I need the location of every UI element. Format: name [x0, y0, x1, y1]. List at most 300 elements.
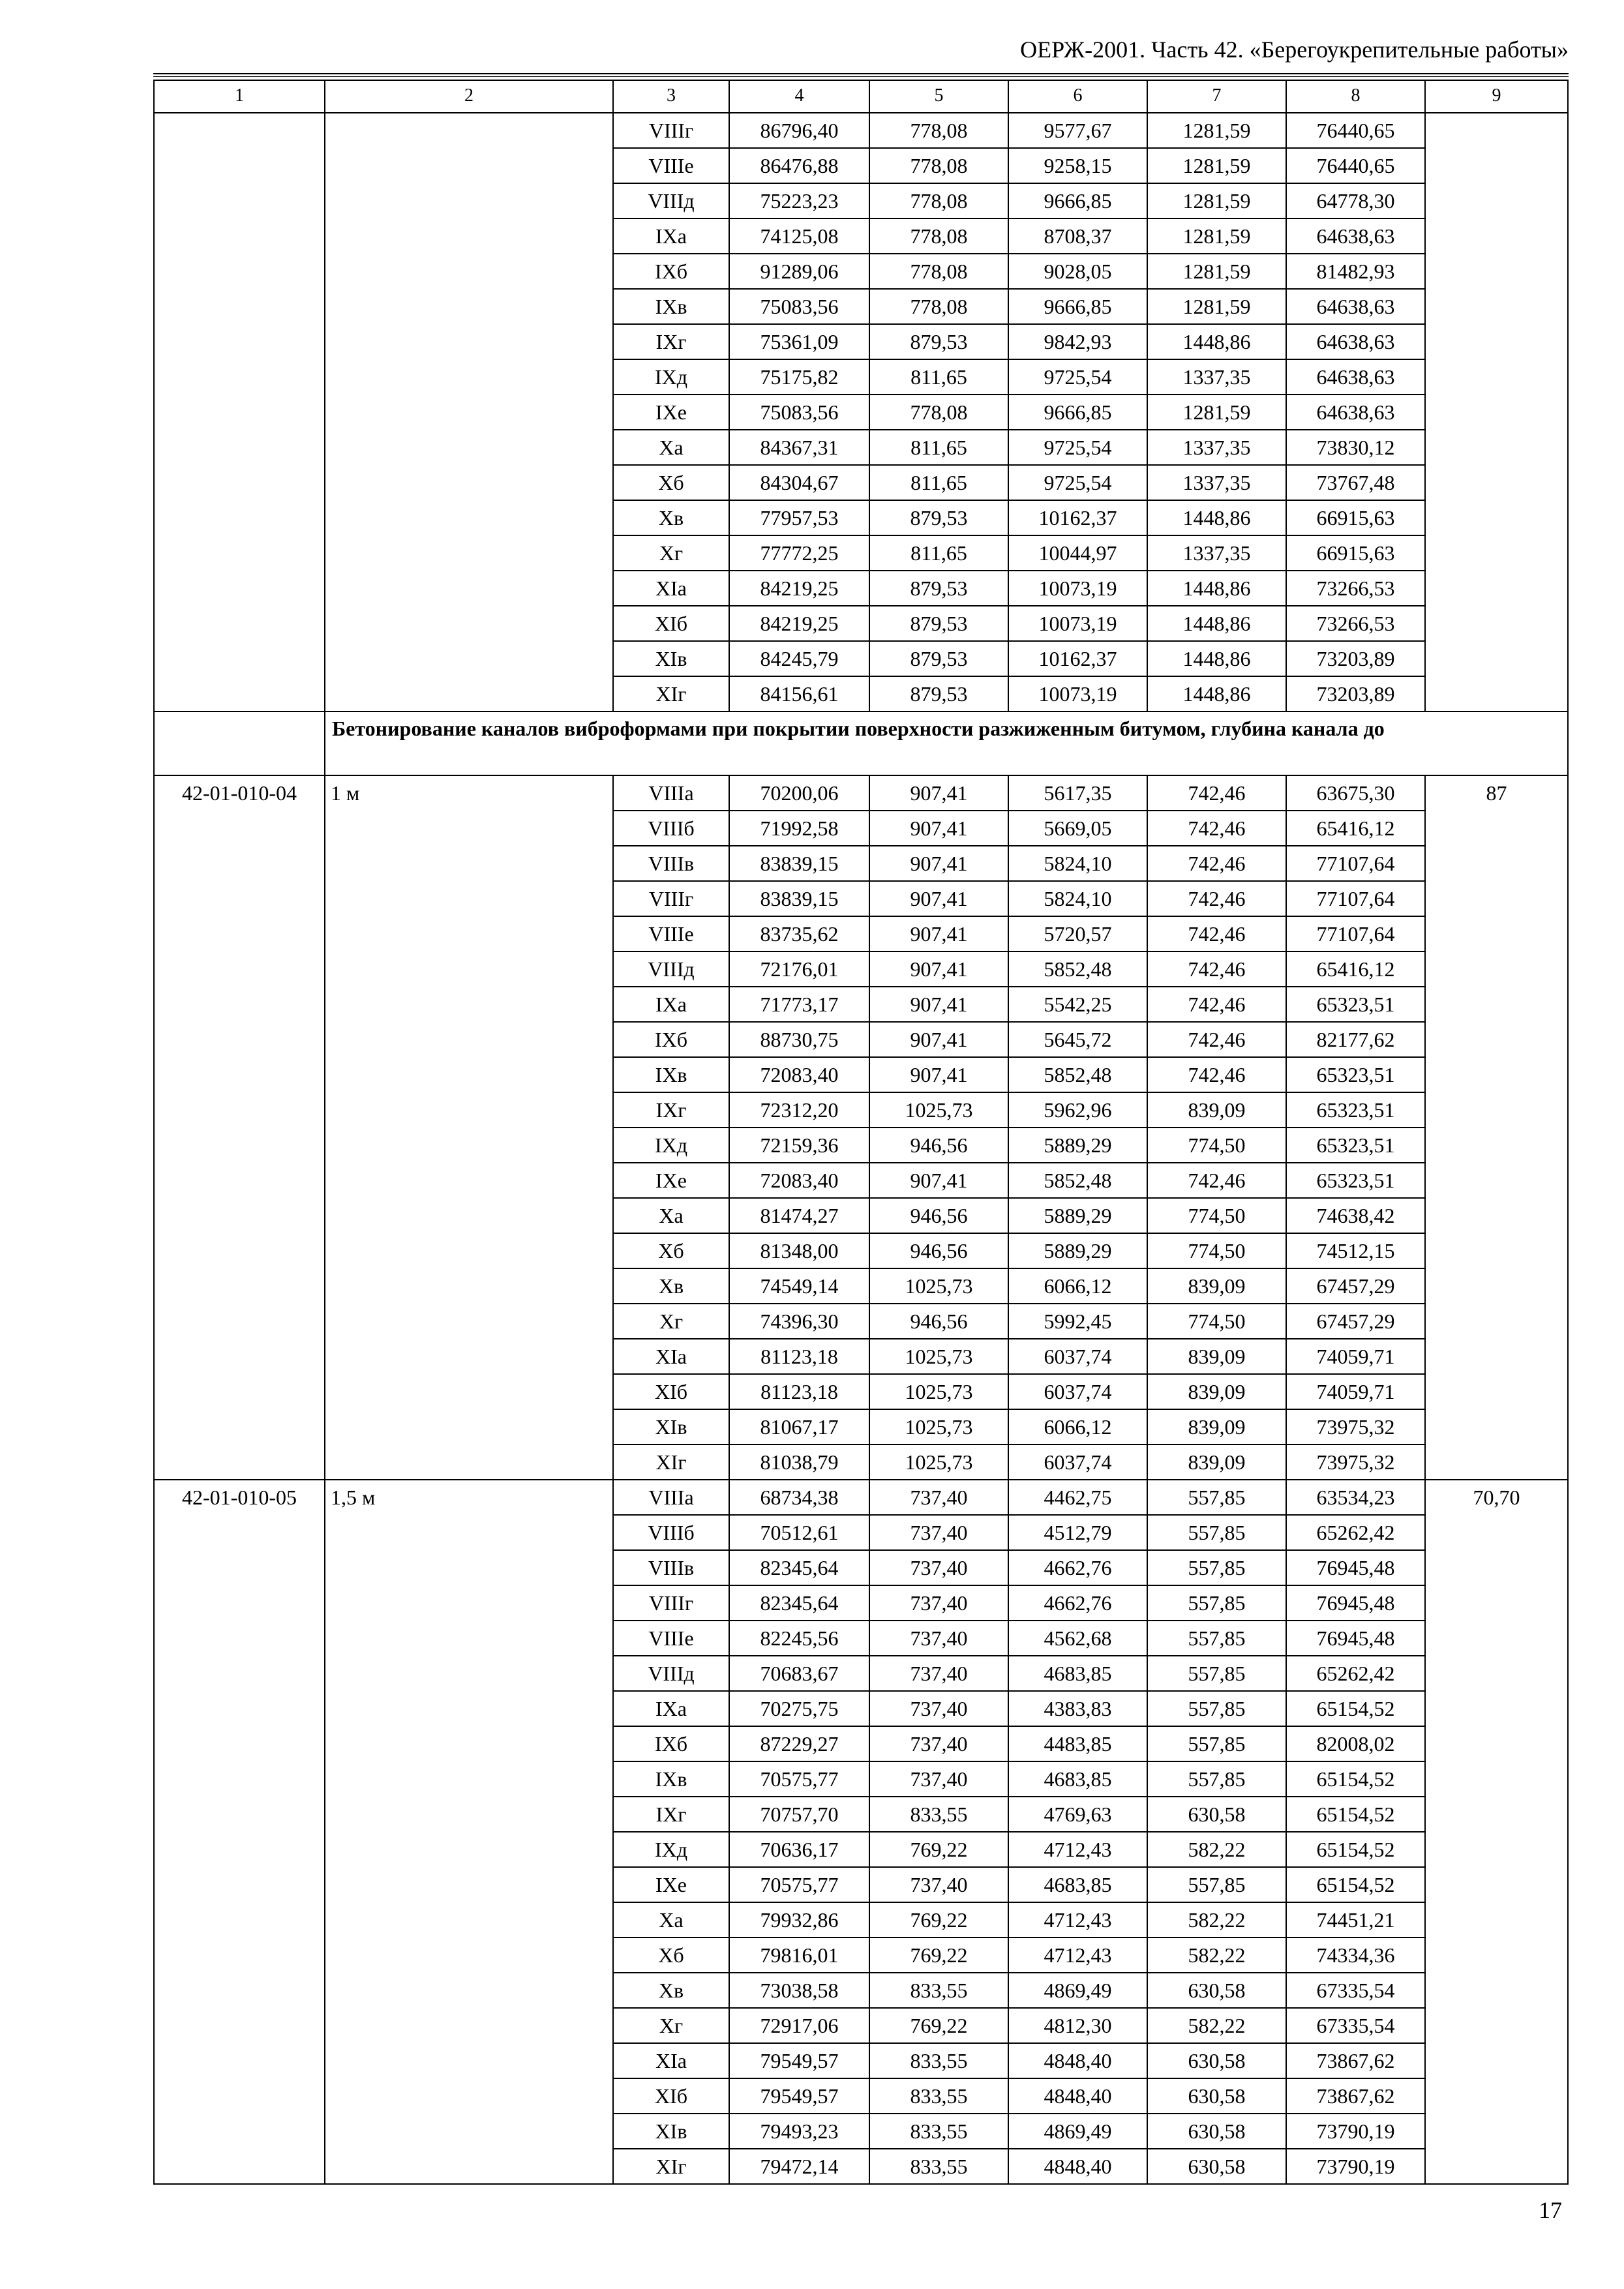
value-cell: 907,41	[869, 881, 1008, 916]
value-cell: 742,46	[1147, 1163, 1286, 1198]
column-number: 2	[325, 80, 613, 113]
value-cell: 5669,05	[1008, 811, 1147, 846]
value-cell: 75175,82	[729, 359, 869, 395]
value-cell: 74512,15	[1286, 1233, 1425, 1268]
value-cell: 79816,01	[729, 1937, 869, 1973]
value-cell: 72159,36	[729, 1128, 869, 1163]
zone-cell: XIа	[613, 2043, 729, 2078]
value-cell: 77107,64	[1286, 881, 1425, 916]
table-row	[154, 113, 1568, 148]
value-cell: 769,22	[869, 1937, 1008, 1973]
value-cell: 81474,27	[729, 1198, 869, 1233]
value-cell: 5824,10	[1008, 881, 1147, 916]
zone-cell: XIг	[613, 676, 729, 711]
value-cell: 73038,58	[729, 1973, 869, 2008]
value-cell: 9725,54	[1008, 430, 1147, 465]
value-cell: 737,40	[869, 1656, 1008, 1691]
value-cell: 742,46	[1147, 775, 1286, 811]
column-number: 1	[154, 80, 325, 113]
value-cell: 778,08	[869, 148, 1008, 183]
value-cell: 65416,12	[1286, 951, 1425, 987]
header-rule	[153, 73, 1569, 74]
value-cell: 65154,52	[1286, 1867, 1425, 1902]
value-cell: 65154,52	[1286, 1832, 1425, 1867]
zone-cell: VIIIа	[613, 1480, 729, 1515]
value-cell: 74638,42	[1286, 1198, 1425, 1233]
value-cell: 907,41	[869, 811, 1008, 846]
value-cell: 76945,48	[1286, 1585, 1425, 1621]
value-cell: 73867,62	[1286, 2043, 1425, 2078]
value-cell: 73790,19	[1286, 2149, 1425, 2184]
value-cell: 67457,29	[1286, 1268, 1425, 1304]
value-cell: 742,46	[1147, 987, 1286, 1022]
value-cell: 1337,35	[1147, 359, 1286, 395]
zone-cell: XIв	[613, 641, 729, 676]
value-cell: 10044,97	[1008, 535, 1147, 571]
zone-cell: XIа	[613, 1339, 729, 1374]
value-cell: 74125,08	[729, 218, 869, 254]
value-cell: 737,40	[869, 1621, 1008, 1656]
value-cell: 1025,73	[869, 1339, 1008, 1374]
value-cell: 742,46	[1147, 846, 1286, 881]
zone-cell: IXб	[613, 254, 729, 289]
value-cell: 811,65	[869, 465, 1008, 500]
value-cell: 1025,73	[869, 1268, 1008, 1304]
value-cell: 557,85	[1147, 1585, 1286, 1621]
value-cell: 9028,05	[1008, 254, 1147, 289]
value-cell: 65323,51	[1286, 1128, 1425, 1163]
value-cell: 5992,45	[1008, 1304, 1147, 1339]
rate-code: 42-01-010-04	[154, 775, 325, 1480]
value-cell: 1337,35	[1147, 430, 1286, 465]
value-cell: 70636,17	[729, 1832, 869, 1867]
value-cell: 10073,19	[1008, 676, 1147, 711]
value-cell: 557,85	[1147, 1656, 1286, 1691]
value-cell: 1281,59	[1147, 183, 1286, 218]
value-cell: 70683,67	[729, 1656, 869, 1691]
value-cell: 72176,01	[729, 951, 869, 987]
zone-cell: XIг	[613, 2149, 729, 2184]
value-cell: 82345,64	[729, 1550, 869, 1585]
value-cell: 77107,64	[1286, 846, 1425, 881]
value-cell: 65154,52	[1286, 1761, 1425, 1797]
table-row	[154, 1480, 1568, 1515]
value-cell: 6066,12	[1008, 1268, 1147, 1304]
column-number: 5	[869, 80, 1008, 113]
zone-cell: XIв	[613, 1409, 729, 1444]
value-cell: 9577,67	[1008, 113, 1147, 148]
zone-cell: VIIIг	[613, 113, 729, 148]
zone-cell: Xа	[613, 430, 729, 465]
value-cell: 839,09	[1147, 1374, 1286, 1409]
value-cell: 557,85	[1147, 1515, 1286, 1550]
value-cell: 5824,10	[1008, 846, 1147, 881]
value-cell: 4869,49	[1008, 2114, 1147, 2149]
value-cell: 84219,25	[729, 606, 869, 641]
zone-cell: Xг	[613, 1304, 729, 1339]
value-cell: 4683,85	[1008, 1656, 1147, 1691]
page-header: ОЕРЖ-2001. Часть 42. «Берегоукрепительные работы»	[1020, 37, 1569, 63]
value-cell: 81123,18	[729, 1339, 869, 1374]
value-cell: 1448,86	[1147, 500, 1286, 535]
zone-cell: IXд	[613, 1832, 729, 1867]
value-cell: 87229,27	[729, 1726, 869, 1761]
column-number: 7	[1147, 80, 1286, 113]
zone-cell: Xа	[613, 1902, 729, 1937]
value-cell: 778,08	[869, 218, 1008, 254]
value-cell: 83839,15	[729, 846, 869, 881]
value-cell: 64638,63	[1286, 324, 1425, 359]
canal-depth: 1,5 м	[325, 1480, 613, 2184]
value-cell: 742,46	[1147, 811, 1286, 846]
value-cell: 8708,37	[1008, 218, 1147, 254]
value-cell: 63534,23	[1286, 1480, 1425, 1515]
value-cell: 778,08	[869, 254, 1008, 289]
value-cell: 557,85	[1147, 1761, 1286, 1797]
zone-cell: VIIIб	[613, 1515, 729, 1550]
value-cell: 946,56	[869, 1233, 1008, 1268]
value-cell: 769,22	[869, 2008, 1008, 2043]
zone-cell: Xб	[613, 1937, 729, 1973]
value-cell: 81038,79	[729, 1444, 869, 1480]
value-cell: 6066,12	[1008, 1409, 1147, 1444]
value-cell: 769,22	[869, 1902, 1008, 1937]
value-cell: 64638,63	[1286, 218, 1425, 254]
value-cell: 4462,75	[1008, 1480, 1147, 1515]
value-cell: 811,65	[869, 359, 1008, 395]
canal-depth: 1 м	[325, 775, 613, 1480]
value-cell: 907,41	[869, 1057, 1008, 1092]
value-cell: 557,85	[1147, 1726, 1286, 1761]
zone-cell: VIIIд	[613, 1656, 729, 1691]
value-cell: 65323,51	[1286, 1163, 1425, 1198]
value-cell: 88730,75	[729, 1022, 869, 1057]
value-cell: 72083,40	[729, 1057, 869, 1092]
value-cell: 839,09	[1147, 1409, 1286, 1444]
value-cell: 742,46	[1147, 916, 1286, 951]
value-cell: 64638,63	[1286, 289, 1425, 324]
value-cell: 1281,59	[1147, 113, 1286, 148]
value-cell: 4662,76	[1008, 1550, 1147, 1585]
value-cell: 10073,19	[1008, 571, 1147, 606]
value-cell: 907,41	[869, 987, 1008, 1022]
value-cell: 84367,31	[729, 430, 869, 465]
zone-cell: VIIIе	[613, 916, 729, 951]
value-cell: 737,40	[869, 1726, 1008, 1761]
value-cell: 833,55	[869, 2043, 1008, 2078]
zone-cell: Xа	[613, 1198, 729, 1233]
zone-cell: IXв	[613, 1761, 729, 1797]
value-cell: 1281,59	[1147, 148, 1286, 183]
value-cell: 557,85	[1147, 1621, 1286, 1656]
value-cell: 71992,58	[729, 811, 869, 846]
value-cell: 74451,21	[1286, 1902, 1425, 1937]
value-cell: 778,08	[869, 289, 1008, 324]
value-cell: 65262,42	[1286, 1515, 1425, 1550]
value-cell: 65416,12	[1286, 811, 1425, 846]
value-cell: 742,46	[1147, 881, 1286, 916]
value-cell: 4712,43	[1008, 1902, 1147, 1937]
value-cell: 742,46	[1147, 951, 1286, 987]
zone-cell: IXб	[613, 1022, 729, 1057]
value-cell: 76440,65	[1286, 113, 1425, 148]
zone-cell: IXа	[613, 218, 729, 254]
value-cell: 76945,48	[1286, 1621, 1425, 1656]
value-cell: 70757,70	[729, 1797, 869, 1832]
value-cell: 65154,52	[1286, 1691, 1425, 1726]
value-cell: 879,53	[869, 676, 1008, 711]
value-cell: 946,56	[869, 1128, 1008, 1163]
value-cell: 839,09	[1147, 1268, 1286, 1304]
value-cell: 5617,35	[1008, 775, 1147, 811]
value-cell: 82345,64	[729, 1585, 869, 1621]
value-cell: 76945,48	[1286, 1550, 1425, 1585]
value-cell: 65262,42	[1286, 1656, 1425, 1691]
value-cell: 4812,30	[1008, 2008, 1147, 2043]
zone-cell: XIг	[613, 1444, 729, 1480]
value-cell: 82177,62	[1286, 1022, 1425, 1057]
value-cell: 879,53	[869, 500, 1008, 535]
value-cell: 10162,37	[1008, 641, 1147, 676]
value-cell: 1337,35	[1147, 465, 1286, 500]
value-cell: 4712,43	[1008, 1832, 1147, 1867]
value-cell: 582,22	[1147, 1832, 1286, 1867]
value-cell: 74059,71	[1286, 1339, 1425, 1374]
value-cell: 84304,67	[729, 465, 869, 500]
value-cell: 839,09	[1147, 1339, 1286, 1374]
value-cell: 737,40	[869, 1691, 1008, 1726]
value-cell: 82008,02	[1286, 1726, 1425, 1761]
value-cell: 907,41	[869, 1022, 1008, 1057]
table-row	[154, 775, 1568, 811]
value-cell: 839,09	[1147, 1444, 1286, 1480]
value-cell: 4769,63	[1008, 1797, 1147, 1832]
value-cell: 81348,00	[729, 1233, 869, 1268]
value-cell: 9842,93	[1008, 324, 1147, 359]
value-cell: 4562,68	[1008, 1621, 1147, 1656]
value-cell: 67335,54	[1286, 2008, 1425, 2043]
zone-cell: VIIIа	[613, 775, 729, 811]
zone-cell: Xв	[613, 500, 729, 535]
zone-cell: IXб	[613, 1726, 729, 1761]
column-number: 3	[613, 80, 729, 113]
zone-cell: IXг	[613, 1797, 729, 1832]
value-cell: 946,56	[869, 1198, 1008, 1233]
value-cell: 774,50	[1147, 1128, 1286, 1163]
zone-cell: Xг	[613, 2008, 729, 2043]
value-cell: 70512,61	[729, 1515, 869, 1550]
value-cell: 774,50	[1147, 1233, 1286, 1268]
value-cell: 1448,86	[1147, 606, 1286, 641]
value-cell: 4869,49	[1008, 1973, 1147, 2008]
value-cell: 70200,06	[729, 775, 869, 811]
value-cell: 64638,63	[1286, 395, 1425, 430]
zone-cell: XIв	[613, 2114, 729, 2149]
value-cell: 79932,86	[729, 1902, 869, 1937]
value-cell: 73266,53	[1286, 571, 1425, 606]
section-heading-spacer	[154, 711, 325, 775]
value-cell: 75083,56	[729, 395, 869, 430]
value-cell: 9725,54	[1008, 465, 1147, 500]
value-cell: 1448,86	[1147, 676, 1286, 711]
value-cell: 4383,83	[1008, 1691, 1147, 1726]
value-cell: 557,85	[1147, 1691, 1286, 1726]
value-cell: 907,41	[869, 951, 1008, 987]
value-cell: 833,55	[869, 2149, 1008, 2184]
value-cell: 79549,57	[729, 2043, 869, 2078]
value-cell: 4683,85	[1008, 1867, 1147, 1902]
value-cell: 557,85	[1147, 1867, 1286, 1902]
value-cell: 4848,40	[1008, 2149, 1147, 2184]
value-cell: 68734,38	[729, 1480, 869, 1515]
value-cell: 73975,32	[1286, 1444, 1425, 1480]
zone-cell: VIIIг	[613, 1585, 729, 1621]
value-cell: 737,40	[869, 1585, 1008, 1621]
value-cell: 86796,40	[729, 113, 869, 148]
value-cell: 10162,37	[1008, 500, 1147, 535]
value-cell: 5542,25	[1008, 987, 1147, 1022]
value-cell: 9258,15	[1008, 148, 1147, 183]
value-cell: 74334,36	[1286, 1937, 1425, 1973]
value-cell: 65323,51	[1286, 1092, 1425, 1128]
value-cell: 630,58	[1147, 2043, 1286, 2078]
value-cell: 4483,85	[1008, 1726, 1147, 1761]
zone-cell: VIIIв	[613, 846, 729, 881]
value-cell: 1448,86	[1147, 641, 1286, 676]
value-cell: 737,40	[869, 1867, 1008, 1902]
value-cell: 946,56	[869, 1304, 1008, 1339]
value-cell: 81482,93	[1286, 254, 1425, 289]
value-cell: 10073,19	[1008, 606, 1147, 641]
value-cell: 5889,29	[1008, 1233, 1147, 1268]
value-cell: 73790,19	[1286, 2114, 1425, 2149]
value-cell: 1281,59	[1147, 289, 1286, 324]
value-cell: 737,40	[869, 1480, 1008, 1515]
zone-cell: VIIIе	[613, 1621, 729, 1656]
value-cell: 769,22	[869, 1832, 1008, 1867]
value-cell: 5645,72	[1008, 1022, 1147, 1057]
value-cell: 84156,61	[729, 676, 869, 711]
column-number: 9	[1425, 80, 1568, 113]
value-cell: 630,58	[1147, 1973, 1286, 2008]
value-cell: 5852,48	[1008, 951, 1147, 987]
zone-cell: Xв	[613, 1973, 729, 2008]
value-cell: 778,08	[869, 395, 1008, 430]
zone-cell: IXа	[613, 1691, 729, 1726]
value-cell: 839,09	[1147, 1092, 1286, 1128]
value-cell: 74396,30	[729, 1304, 869, 1339]
zone-cell: VIIIд	[613, 951, 729, 987]
value-cell: 630,58	[1147, 2149, 1286, 2184]
value-cell: 737,40	[869, 1550, 1008, 1585]
value-cell: 82245,56	[729, 1621, 869, 1656]
value-cell: 1448,86	[1147, 571, 1286, 606]
value-cell: 84219,25	[729, 571, 869, 606]
value-cell: 5852,48	[1008, 1057, 1147, 1092]
value-cell: 9666,85	[1008, 289, 1147, 324]
value-cell: 4712,43	[1008, 1937, 1147, 1973]
value-cell: 6037,74	[1008, 1444, 1147, 1480]
zone-cell: IXд	[613, 1128, 729, 1163]
zone-cell: Xб	[613, 1233, 729, 1268]
zone-cell: IXв	[613, 289, 729, 324]
value-cell: 4512,79	[1008, 1515, 1147, 1550]
zone-cell: Xб	[613, 465, 729, 500]
value-cell: 5852,48	[1008, 1163, 1147, 1198]
value-cell: 582,22	[1147, 1937, 1286, 1973]
value-cell: 75361,09	[729, 324, 869, 359]
value-cell: 5962,96	[1008, 1092, 1147, 1128]
zone-cell: IXе	[613, 1867, 729, 1902]
value-cell: 5889,29	[1008, 1128, 1147, 1163]
value-cell: 811,65	[869, 430, 1008, 465]
value-cell: 879,53	[869, 641, 1008, 676]
value-cell: 63675,30	[1286, 775, 1425, 811]
value-cell: 81123,18	[729, 1374, 869, 1409]
price-table	[153, 80, 1569, 2185]
value-cell: 9725,54	[1008, 359, 1147, 395]
value-cell: 70575,77	[729, 1761, 869, 1797]
value-cell: 1281,59	[1147, 218, 1286, 254]
value-cell: 72917,06	[729, 2008, 869, 2043]
value-cell: 4848,40	[1008, 2043, 1147, 2078]
zone-cell: XIа	[613, 571, 729, 606]
value-cell: 73203,89	[1286, 641, 1425, 676]
value-cell: 6037,74	[1008, 1339, 1147, 1374]
value-cell: 774,50	[1147, 1198, 1286, 1233]
zone-cell: IXе	[613, 395, 729, 430]
value-cell: 582,22	[1147, 1902, 1286, 1937]
zone-cell: VIIIд	[613, 183, 729, 218]
zone-cell: Xг	[613, 535, 729, 571]
rate-code: 42-01-010-05	[154, 1480, 325, 2184]
value-cell: 73867,62	[1286, 2078, 1425, 2114]
zone-cell: VIIIв	[613, 1550, 729, 1585]
value-cell: 79472,14	[729, 2149, 869, 2184]
value-cell: 71773,17	[729, 987, 869, 1022]
value-cell: 833,55	[869, 1797, 1008, 1832]
value-cell: 83735,62	[729, 916, 869, 951]
value-cell: 879,53	[869, 324, 1008, 359]
value-cell: 1281,59	[1147, 395, 1286, 430]
value-cell: 77957,53	[729, 500, 869, 535]
canal-depth	[325, 113, 613, 711]
value-cell: 833,55	[869, 2078, 1008, 2114]
value-cell: 65323,51	[1286, 987, 1425, 1022]
value-cell: 4848,40	[1008, 2078, 1147, 2114]
zone-cell: Xв	[613, 1268, 729, 1304]
value-cell: 81067,17	[729, 1409, 869, 1444]
value-cell: 737,40	[869, 1515, 1008, 1550]
value-cell: 76440,65	[1286, 148, 1425, 183]
value-cell: 907,41	[869, 916, 1008, 951]
value-cell: 907,41	[869, 846, 1008, 881]
zone-cell: VIIIе	[613, 148, 729, 183]
value-cell: 70575,77	[729, 1867, 869, 1902]
value-cell: 907,41	[869, 775, 1008, 811]
zone-cell: XIб	[613, 606, 729, 641]
value-cell: 582,22	[1147, 2008, 1286, 2043]
zone-cell: IXв	[613, 1057, 729, 1092]
zone-cell: XIб	[613, 1374, 729, 1409]
value-cell: 73266,53	[1286, 606, 1425, 641]
value-cell: 630,58	[1147, 2078, 1286, 2114]
value-cell: 79493,23	[729, 2114, 869, 2149]
value-cell: 5889,29	[1008, 1198, 1147, 1233]
value-cell: 77772,25	[729, 535, 869, 571]
column-number: 4	[729, 80, 869, 113]
zone-cell: IXд	[613, 359, 729, 395]
